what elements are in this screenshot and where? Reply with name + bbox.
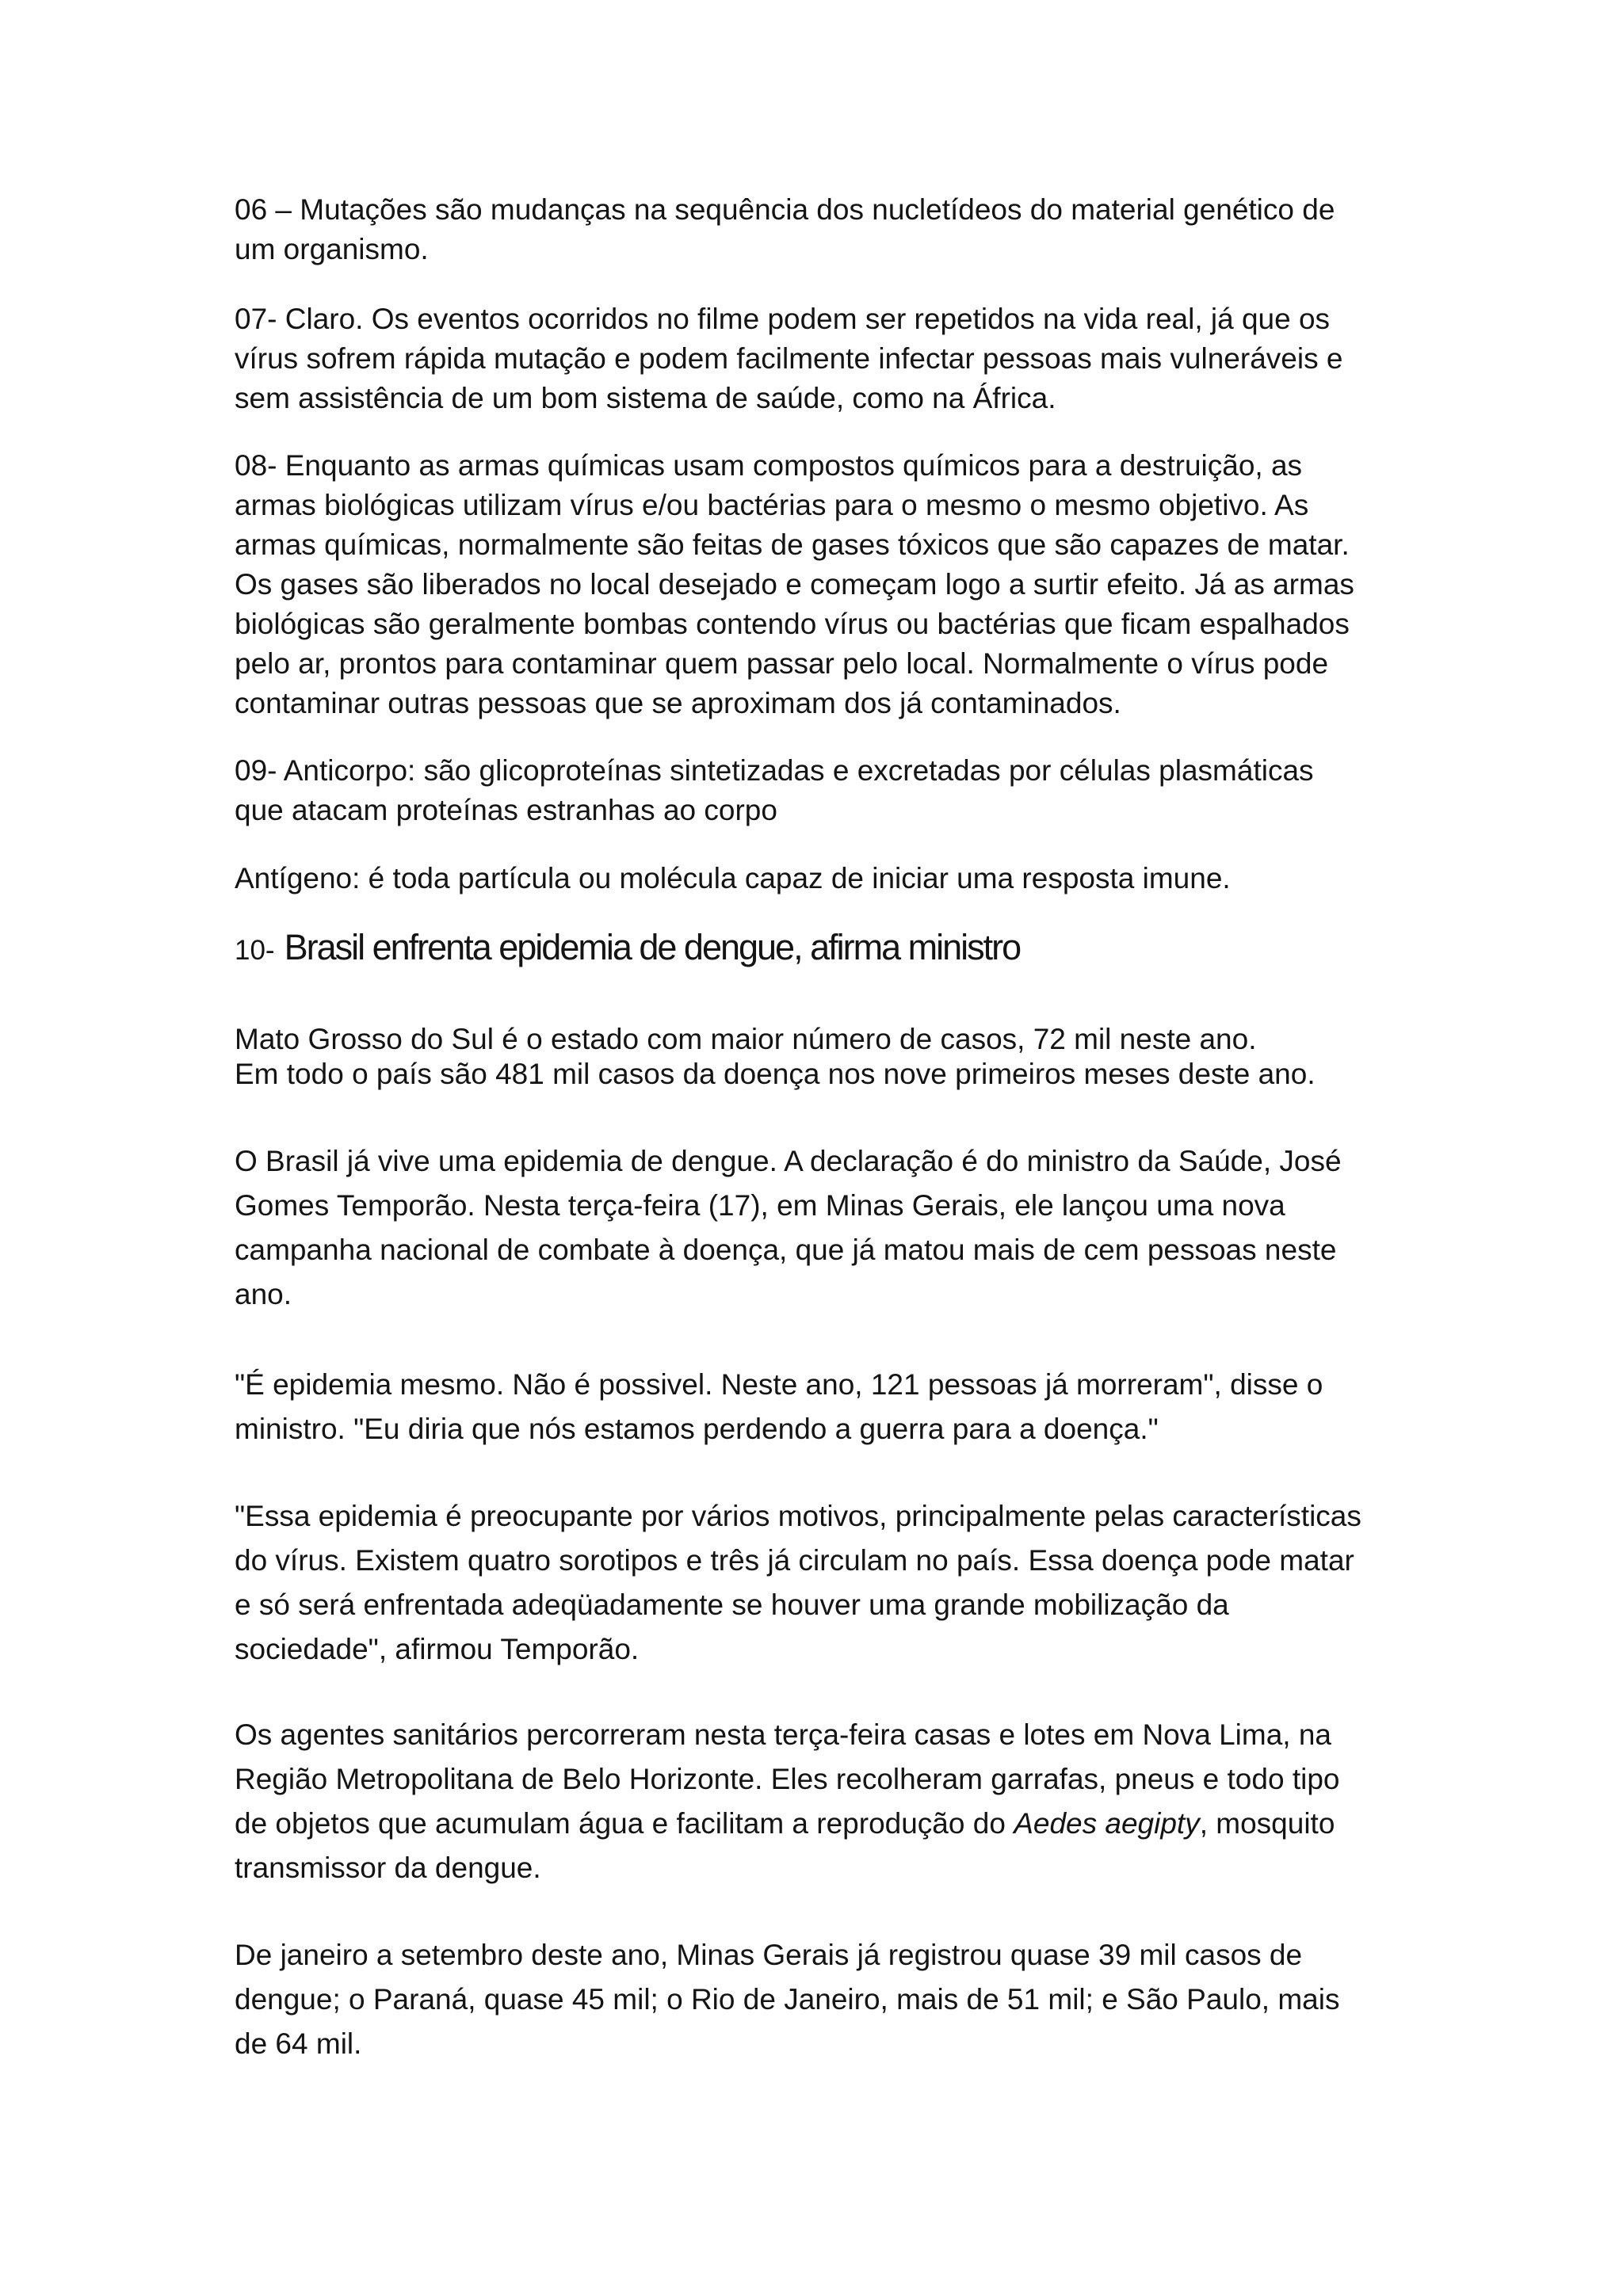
- question-number: 10-: [235, 935, 275, 966]
- text-line: que atacam proteínas estranhas ao corpo: [235, 794, 777, 826]
- text-line: e só será enfrentada adeqüadamente se houver uma grande mobilização da: [235, 1589, 1229, 1621]
- text-line: transmissor da dengue.: [235, 1852, 541, 1884]
- answer-09-antigeno: [235, 859, 1407, 898]
- text-line: armas biológicas utilizam vírus e/ou bactérias para o mesmo o mesmo objetivo. As: [235, 489, 1309, 521]
- text-line: Mato Grosso do Sul é o estado com maior número de casos, 72 mil neste ano.: [235, 1023, 1257, 1055]
- answer-09-anticorpo: [235, 751, 1407, 830]
- text-line: O Brasil já vive uma epidemia de dengue. A declaração é do ministro da Saúde, José: [235, 1145, 1342, 1177]
- text-line: 09- Anticorpo: são glicoproteínas sintetizadas e excretadas por células plasmáticas: [235, 754, 1314, 787]
- text-line: um organismo.: [235, 233, 429, 265]
- text-line: "É epidemia mesmo. Não é possivel. Neste ano, 121 pessoas já morreram", disse o: [235, 1368, 1323, 1401]
- article-paragraph-3: [235, 1494, 1407, 1672]
- text-line: Os gases são liberados no local desejado e começam logo a surtir efeito. Já as armas: [235, 568, 1354, 601]
- text-line: 06 – Mutações são mudanças na sequência dos nucletídeos do material genético de: [235, 193, 1335, 226]
- text-line: campanha nacional de combate à doença, que já matou mais de cem pessoas neste: [235, 1234, 1337, 1266]
- text-line: de 64 mil.: [235, 2027, 362, 2060]
- answer-07: [235, 299, 1407, 418]
- species-name: Aedes aegipty: [1014, 1807, 1200, 1840]
- article-subtitle: [235, 1022, 1407, 1092]
- text-fragment: , mosquito: [1199, 1807, 1335, 1840]
- article-paragraph-1: [235, 1139, 1407, 1317]
- text-line: ministro. "Eu diria que nós estamos perdendo a guerra para a doença.": [235, 1413, 1159, 1445]
- text-line: do vírus. Existem quatro sorotipos e três já circulam no país. Essa doença pode matar: [235, 1544, 1354, 1577]
- article-paragraph-5: [235, 1933, 1407, 2066]
- answer-06: [235, 190, 1407, 269]
- text-line: [235, 1802, 1407, 1846]
- article-paragraph-4: [235, 1713, 1407, 1890]
- text-line: Antígeno: é toda partícula ou molécula capaz de iniciar uma resposta imune.: [235, 862, 1231, 894]
- answer-08: [235, 446, 1407, 723]
- text-line: vírus sofrem rápida mutação e podem facilmente infectar pessoas mais vulneráveis e: [235, 342, 1343, 375]
- text-fragment: de objetos que acumulam água e facilitam a reprodução do: [235, 1807, 1014, 1840]
- text-line: De janeiro a setembro deste ano, Minas Gerais já registrou quase 39 mil casos de: [235, 1939, 1303, 1971]
- text-line: sem assistência de um bom sistema de saúde, como na África.: [235, 382, 1056, 414]
- answer-10-headline: [235, 927, 1020, 968]
- text-line: dengue; o Paraná, quase 45 mil; o Rio de Janeiro, mais de 51 mil; e São Paulo, mais: [235, 1983, 1340, 2016]
- text-line: Em todo o país são 481 mil casos da doença nos nove primeiros meses deste ano.: [235, 1058, 1316, 1090]
- text-line: sociedade", afirmou Temporão.: [235, 1633, 640, 1665]
- text-line: 08- Enquanto as armas químicas usam compostos químicos para a destruição, as: [235, 449, 1303, 482]
- text-line: Região Metropolitana de Belo Horizonte. Eles recolheram garrafas, pneus e todo tipo: [235, 1763, 1340, 1795]
- text-line: armas químicas, normalmente são feitas de gases tóxicos que são capazes de matar.: [235, 528, 1350, 561]
- text-line: pelo ar, prontos para contaminar quem passar pelo local. Normalmente o vírus pode: [235, 647, 1329, 680]
- text-line: "Essa epidemia é preocupante por vários motivos, principalmente pelas características: [235, 1500, 1361, 1532]
- text-line: Gomes Temporão. Nesta terça-feira (17), em Minas Gerais, ele lançou uma nova: [235, 1189, 1285, 1222]
- text-line: ano.: [235, 1278, 292, 1310]
- text-line: 07- Claro. Os eventos ocorridos no filme podem ser repetidos na vida real, já que os: [235, 303, 1331, 335]
- text-line: biológicas são geralmente bombas contendo vírus ou bactérias que ficam espalhados: [235, 608, 1350, 640]
- article-title: Brasil enfrenta epidemia de dengue, afirma ministro: [284, 927, 1021, 967]
- text-line: contaminar outras pessoas que se aproximam dos já contaminados.: [235, 687, 1121, 719]
- article-paragraph-2: [235, 1363, 1407, 1451]
- text-line: Os agentes sanitários percorreram nesta terça-feira casas e lotes em Nova Lima, na: [235, 1718, 1332, 1751]
